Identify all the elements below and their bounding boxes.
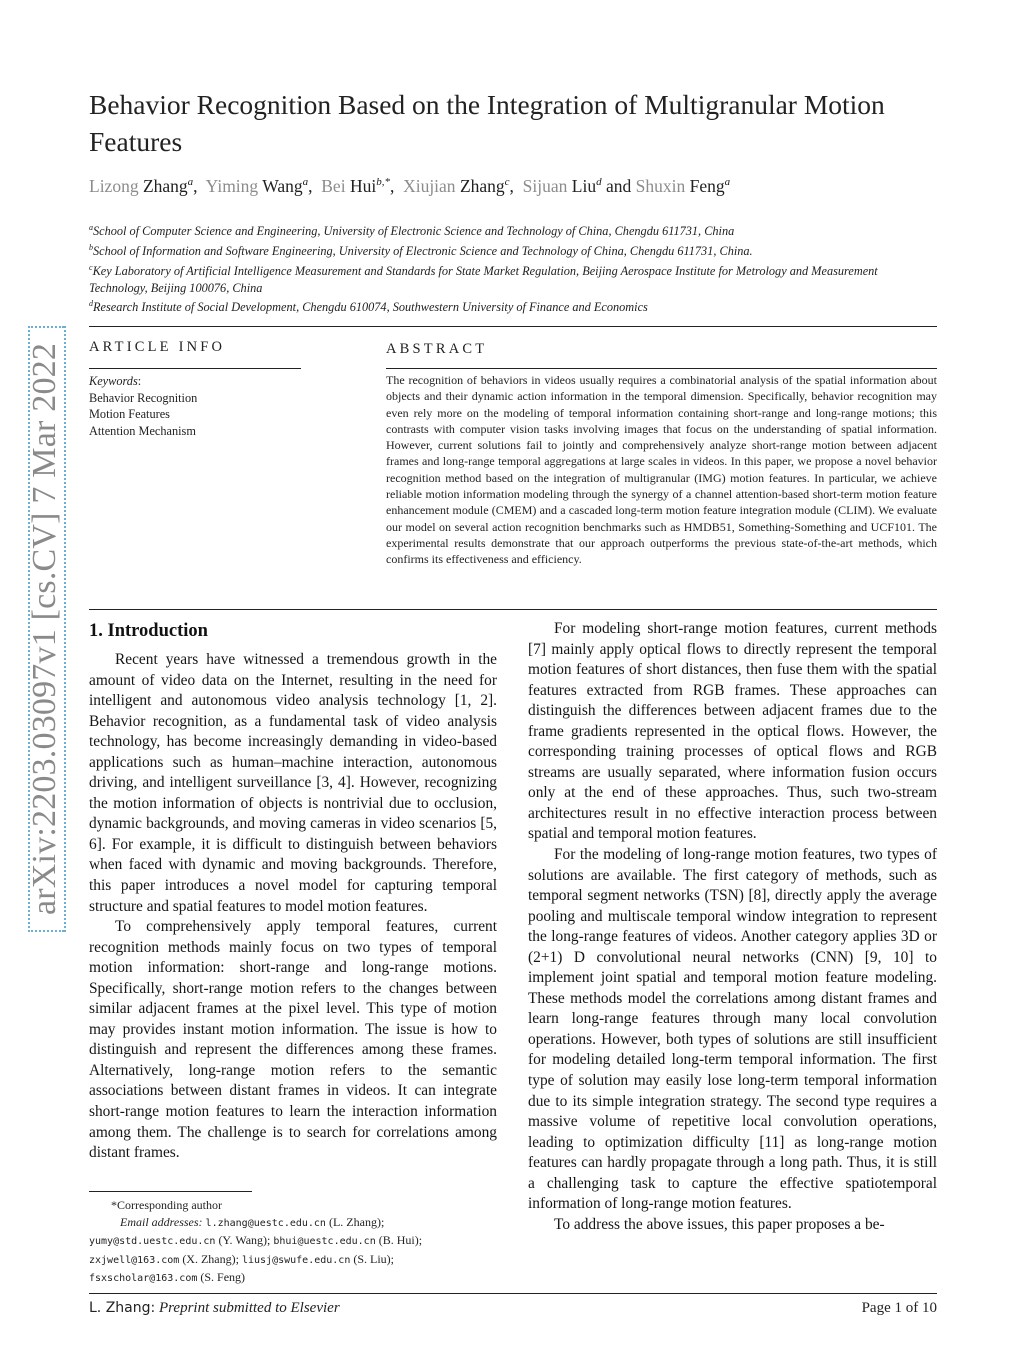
paragraph: To comprehensively apply temporal features, current recognition methods mainly focus on two types of temporal motion information: short-range and long-range motions. Specifically, short-range motion refers to the changes between similar adjacent frames at the pixel level. This type of motion may provides instant motion information. The issue is how to distinguish and represent the differences among these frames. Alternatively, long-range motion refers to the semantic associations between distant frames in videos. It can integrate short-range motion features to learn the interaction information among them. The challenge is to search for correlations among distant frames. <box>89 918 497 1162</box>
page-number: Page 1 of 10 <box>861 1300 937 1316</box>
arxiv-stamp: arXiv:2203.03097v1 [cs.CV] 7 Mar 2022 <box>26 342 63 916</box>
paragraph: To address the above issues, this paper proposes a be- <box>554 1215 885 1233</box>
footnotes: *Corresponding author Email addresses: l.zhang@uestc.edu.cn (L. Zhang); yumy@std.uestc.edu.cn (Y. Wang); bhui@uestc.edu.cn (B. Hui); zxjwell@163.com (X. Zhang); liusj@swufe.edu.cn (S. Liu); fsxscholar@163.com (S. Feng) <box>89 1197 509 1288</box>
abstract-heading: ABSTRACT <box>386 341 488 357</box>
email-link[interactable]: l.zhang@uestc.edu.cn <box>205 1217 326 1229</box>
email-link[interactable]: fsxscholar@163.com <box>89 1273 198 1285</box>
affiliation: $^c$Key Laboratory of Artificial Intelligence Measurement and Standards for State Market Regulation, Beijing Aerospace Institute for Metrology and Measurement Technology, Beijing 100076, China <box>89 263 878 296</box>
section-rule <box>89 609 937 610</box>
footnote-rule <box>89 1191 252 1192</box>
email-link[interactable]: liusj@swufe.edu.cn <box>241 1254 351 1266</box>
author: Yiming Wang$^a$ <box>205 176 309 196</box>
left-column <box>89 650 497 1164</box>
section-heading: 1. Introduction <box>89 621 208 641</box>
abstract-rule <box>386 368 937 369</box>
email-link[interactable]: zxjwell@163.com <box>89 1254 180 1266</box>
author: Lizong Zhang$^a$ <box>89 176 194 196</box>
header-rule <box>89 326 937 327</box>
email-label: Email addresses: <box>120 1214 203 1229</box>
stamp-border <box>28 930 64 934</box>
affiliation: $^d$Research Institute of Social Development, Chengdu 610074, Southwestern University of Finance and Economics <box>89 299 648 315</box>
paper-title: Behavior Recognition Based on the Integration of Multigranular Motion Features <box>89 89 885 157</box>
author: Sijuan Liu$^d$ <box>522 176 602 196</box>
email-link[interactable]: yumy@std.uestc.edu.cn <box>89 1236 216 1248</box>
right-column <box>528 619 937 1235</box>
article-info-heading: ARTICLE INFO <box>89 339 226 355</box>
paragraph: For the modeling of long-range motion features, two types of solutions are available. The first category of methods, such as temporal segment networks (TSN) [8], directly apply the average pooling and multiscale temporal window integration to represent the long-range features of videos. Another category applies 3D or (2+1) D convolutional neural networks (CNN) [9, 10] to implement joint spatial and temporal motion feature modeling. These methods model the correlations among distant frames and learn long-range features through many local convolution operations. However, both types of solutions are still insufficient for modeling detailed long-term temporal information. The first type of solution may easily lose long-term temporal information due to its simple integration strategy. The second type requires a massive volume of repetitive local convolution operations, leading to optimization difficulty [11] as long-range motion features can hardly propagate through a long path. Thus, it is still a challenging task to capture the effective spatiotemporal information of long-range motion features. <box>528 846 937 1213</box>
affiliation: $^a$School of Computer Science and Engineering, University of Electronic Science and Technology of China, Chengdu 611731, China <box>89 223 735 239</box>
paragraph: For modeling short-range motion features, current methods [7] mainly apply optical flows to directly represent the temporal motion features of short distances, then fuse them with the spatial features extracted from RGB frames. These approaches can distinguish the differences between adjacent frames due to the frame gradients represented in the optical flows. However, the corresponding training processes of optical flows and RGB streams are usually separated, where information fusion occurs only at the end of these approaches. Thus, such two-stream architectures result in no effective interaction process between spatial and temporal motion features. <box>528 620 937 843</box>
keyword: Behavior Recognition <box>89 390 198 405</box>
affiliation: $^b$School of Information and Software Engineering, University of Electronic Science and Technology of China, Chengdu 611731, China. <box>89 243 753 259</box>
keywords-block: Keywords: Behavior Recognition Motion Features Attention Mechanism <box>89 373 309 439</box>
footer-rule <box>89 1293 937 1294</box>
article-info-rule <box>89 368 301 369</box>
footer-left <box>89 1300 340 1317</box>
author: Xiujian Zhang$^c$ <box>403 176 510 196</box>
paragraph: Recent years have witnessed a tremendous growth in the amount of video data on the Internet, resulting in the need for intelligent and autonomous video analysis technology [1, 2]. Behavior recognition, as a fundamental task of video analysis technology, has become increasingly demanding in video-based applications such as human–machine interaction, autonomous driving, and intelligent surveillance [3, 4]. However, recognizing the motion information of objects is nontrivial due to occlusion, dynamic backgrounds, and moving cameras in video scenarios [5, 6]. For example, it is difficult to distinguish between behaviors when faced with dynamic and moving backgrounds. Therefore, this paper introduces a novel model for capturing temporal structure and spatial features to model motion features. <box>89 651 497 915</box>
email-link[interactable]: bhui@uestc.edu.cn <box>273 1236 376 1248</box>
keywords-label: Keywords <box>89 374 138 388</box>
corresponding-note: *Corresponding author <box>111 1198 222 1212</box>
abstract-text: The recognition of behaviors in videos usually requires a combinatorial analysis of the spatial information about objects and their dynamic action information in the temporal dimension. Specifically, behavior recognition may even rely more on the modeling of temporal information containing short-range and long-range motions; this contrasts with computer vision tasks involving images that focus on the understanding of spatial information. However, current solutions fail to jointly and comprehensively analyze short-range motion between adjacent frames and long-range temporal aggregations at large scales in videos. In this paper, we propose a novel behavior recognition method based on the integration of multigranular (IMG) motion features. In particular, we achieve reliable motion information modeling through the synergy of a channel attention-based short-term motion feature enhancement module (CMEM) and a cascaded long-term motion feature integration module (CLIM). We evaluate our model on several action recognition benchmarks such as HMDB51, Something-Something and UCF101. The experimental results demonstrate that our approach outperforms the previous state-of-the-art methods, which confirms its effectiveness and efficiency. <box>386 373 937 567</box>
footer-author: L. Zhang: <box>89 1300 156 1316</box>
author: Bei Hui$^{b,*}$ <box>321 176 390 196</box>
author: Shuxin Feng$^a$ <box>635 176 731 196</box>
keyword: Motion Features <box>89 407 170 422</box>
author-list: Lizong Zhang$^a$, Yiming Wang$^a$, Bei Hui$^{b,*}$, Xiujian Zhang$^c$, Sijuan Liu$^d$ and Shuxin Feng$^a$ <box>89 176 731 196</box>
authors-and: and <box>605 176 632 196</box>
keyword: Attention Mechanism <box>89 423 196 438</box>
footer-venue: Preprint submitted to Elsevier <box>158 1300 340 1316</box>
